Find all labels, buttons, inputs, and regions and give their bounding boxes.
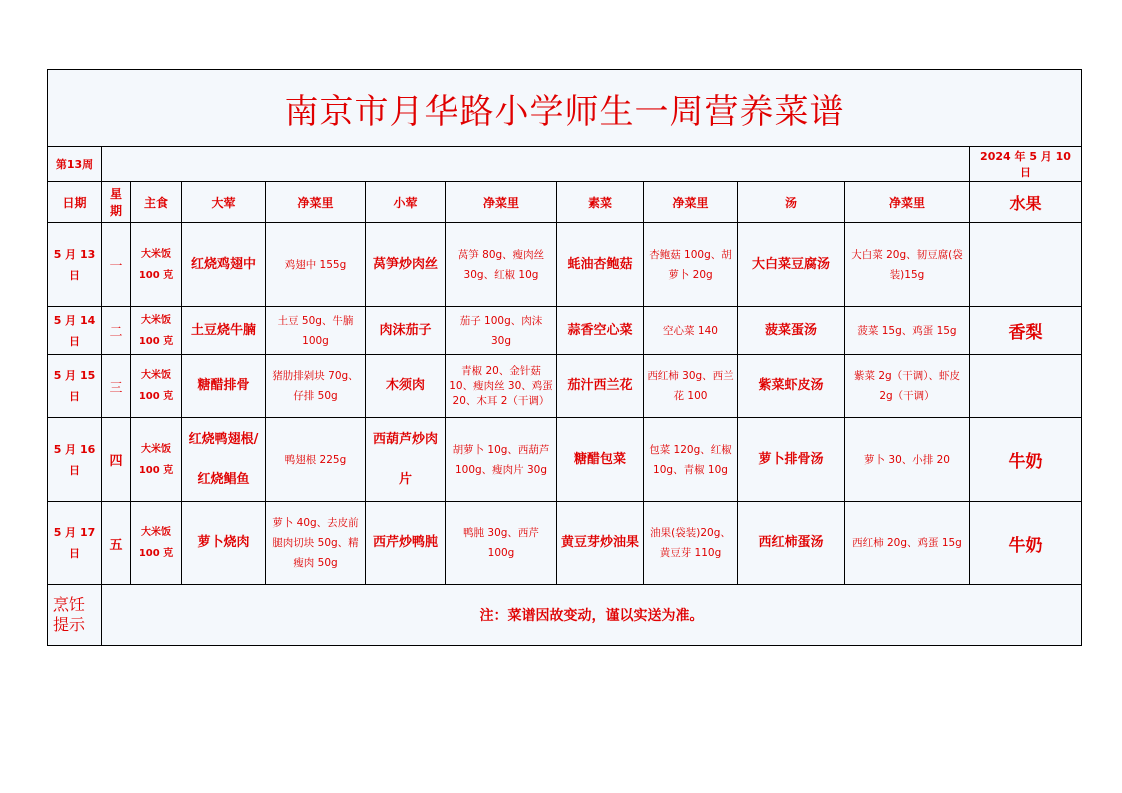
header-staple: 主食	[131, 182, 182, 223]
row-minor-meat-ing: 茄子 100g、肉沫 30g	[446, 307, 557, 355]
header-main-meat: 大荤	[182, 182, 266, 223]
row-veg: 黄豆芽炒油果	[557, 502, 644, 585]
row-main-meat: 萝卜烧肉	[182, 502, 266, 585]
row-date: 5 月 14 日	[48, 307, 102, 355]
header-soup: 汤	[738, 182, 845, 223]
row-fruit: 香梨	[970, 307, 1082, 355]
row-minor-meat: 西芹炒鸭肫	[366, 502, 446, 585]
row-fruit	[970, 355, 1082, 418]
row-veg-ing: 空心菜 140	[644, 307, 738, 355]
row-main-meat: 糖醋排骨	[182, 355, 266, 418]
row-veg-ing: 杏鲍菇 100g、胡萝卜 20g	[644, 223, 738, 307]
row-soup-ing: 西红柿 20g、鸡蛋 15g	[845, 502, 970, 585]
row-soup: 紫菜虾皮汤	[738, 355, 845, 418]
header-date: 日期	[48, 182, 102, 223]
header-fruit: 水果	[970, 182, 1082, 223]
row-minor-meat-ing: 青椒 20、金针菇 10、瘦肉丝 30、鸡蛋 20、木耳 2（干调）	[446, 355, 557, 418]
row-main-meat-ing: 鸭翅根 225g	[266, 418, 366, 502]
row-soup-ing: 大白菜 20g、韧豆腐(袋装)15g	[845, 223, 970, 307]
header-main-meat-ing: 净菜里	[266, 182, 366, 223]
row-weekday: 三	[102, 355, 131, 418]
row-weekday: 二	[102, 307, 131, 355]
header-row	[48, 182, 1082, 223]
row-minor-meat-ing: 鸭肫 30g、西芹 100g	[446, 502, 557, 585]
table-row	[48, 502, 1082, 585]
row-soup-ing: 萝卜 30、小排 20	[845, 418, 970, 502]
row-main-meat: 土豆烧牛腩	[182, 307, 266, 355]
week-spacer	[102, 147, 970, 182]
header-minor-meat: 小荤	[366, 182, 446, 223]
row-veg: 糖醋包菜	[557, 418, 644, 502]
row-staple: 大米饭 100 克	[131, 355, 182, 418]
row-minor-meat-ing: 莴笋 80g、瘦肉丝 30g、红椒 10g	[446, 223, 557, 307]
row-staple: 大米饭 100 克	[131, 307, 182, 355]
row-minor-meat: 西葫芦炒肉片	[366, 418, 446, 502]
row-soup-ing: 菠菜 15g、鸡蛋 15g	[845, 307, 970, 355]
cooking-tip-label: 烹饪提示	[48, 585, 102, 646]
row-date: 5 月 17 日	[48, 502, 102, 585]
row-weekday: 四	[102, 418, 131, 502]
row-main-meat: 红烧鸡翅中	[182, 223, 266, 307]
header-veg: 素菜	[557, 182, 644, 223]
page-title: 南京市月华路小学师生一周营养菜谱	[48, 70, 1082, 147]
row-minor-meat: 莴笋炒肉丝	[366, 223, 446, 307]
header-soup-ing: 净菜里	[845, 182, 970, 223]
menu-note: 注：菜谱因故变动，谨以实送为准。	[102, 585, 1082, 646]
row-minor-meat-ing: 胡萝卜 10g、西葫芦 100g、瘦肉片 30g	[446, 418, 557, 502]
row-veg-ing: 包菜 120g、红椒 10g、青椒 10g	[644, 418, 738, 502]
header-veg-ing: 净菜里	[644, 182, 738, 223]
row-main-meat-ing: 萝卜 40g、去皮前腿肉切块 50g、精瘦肉 50g	[266, 502, 366, 585]
row-veg: 茄汁西兰花	[557, 355, 644, 418]
date-label: 2024 年 5 月 10 日	[970, 147, 1082, 182]
row-soup-ing: 紫菜 2g（干调）、虾皮 2g（干调）	[845, 355, 970, 418]
menu-table	[47, 69, 1082, 646]
row-weekday: 一	[102, 223, 131, 307]
row-minor-meat: 肉沫茄子	[366, 307, 446, 355]
row-veg-ing: 西红柿 30g、西兰花 100	[644, 355, 738, 418]
row-fruit: 牛奶	[970, 418, 1082, 502]
row-main-meat-ing: 土豆 50g、牛腩 100g	[266, 307, 366, 355]
header-minor-meat-ing: 净菜里	[446, 182, 557, 223]
row-fruit	[970, 223, 1082, 307]
table-row	[48, 418, 1082, 502]
row-veg: 蒜香空心菜	[557, 307, 644, 355]
row-weekday: 五	[102, 502, 131, 585]
table-row	[48, 307, 1082, 355]
row-soup: 萝卜排骨汤	[738, 418, 845, 502]
row-staple: 大米饭 100 克	[131, 502, 182, 585]
row-staple: 大米饭 100 克	[131, 223, 182, 307]
row-main-meat: 红烧鸭翅根/红烧鲳鱼	[182, 418, 266, 502]
row-date: 5 月 13 日	[48, 223, 102, 307]
table-row	[48, 223, 1082, 307]
row-veg: 蚝油杏鲍菇	[557, 223, 644, 307]
row-fruit: 牛奶	[970, 502, 1082, 585]
header-weekday: 星期	[102, 182, 131, 223]
row-soup: 菠菜蛋汤	[738, 307, 845, 355]
row-date: 5 月 16 日	[48, 418, 102, 502]
row-soup: 大白菜豆腐汤	[738, 223, 845, 307]
row-veg-ing: 油果(袋装)20g、黄豆芽 110g	[644, 502, 738, 585]
row-soup: 西红柿蛋汤	[738, 502, 845, 585]
table-row	[48, 355, 1082, 418]
row-date: 5 月 15 日	[48, 355, 102, 418]
row-staple: 大米饭 100 克	[131, 418, 182, 502]
row-main-meat-ing: 鸡翅中 155g	[266, 223, 366, 307]
week-label: 第13周	[48, 147, 102, 182]
row-minor-meat: 木须肉	[366, 355, 446, 418]
row-main-meat-ing: 猪肋排剁块 70g、仔排 50g	[266, 355, 366, 418]
